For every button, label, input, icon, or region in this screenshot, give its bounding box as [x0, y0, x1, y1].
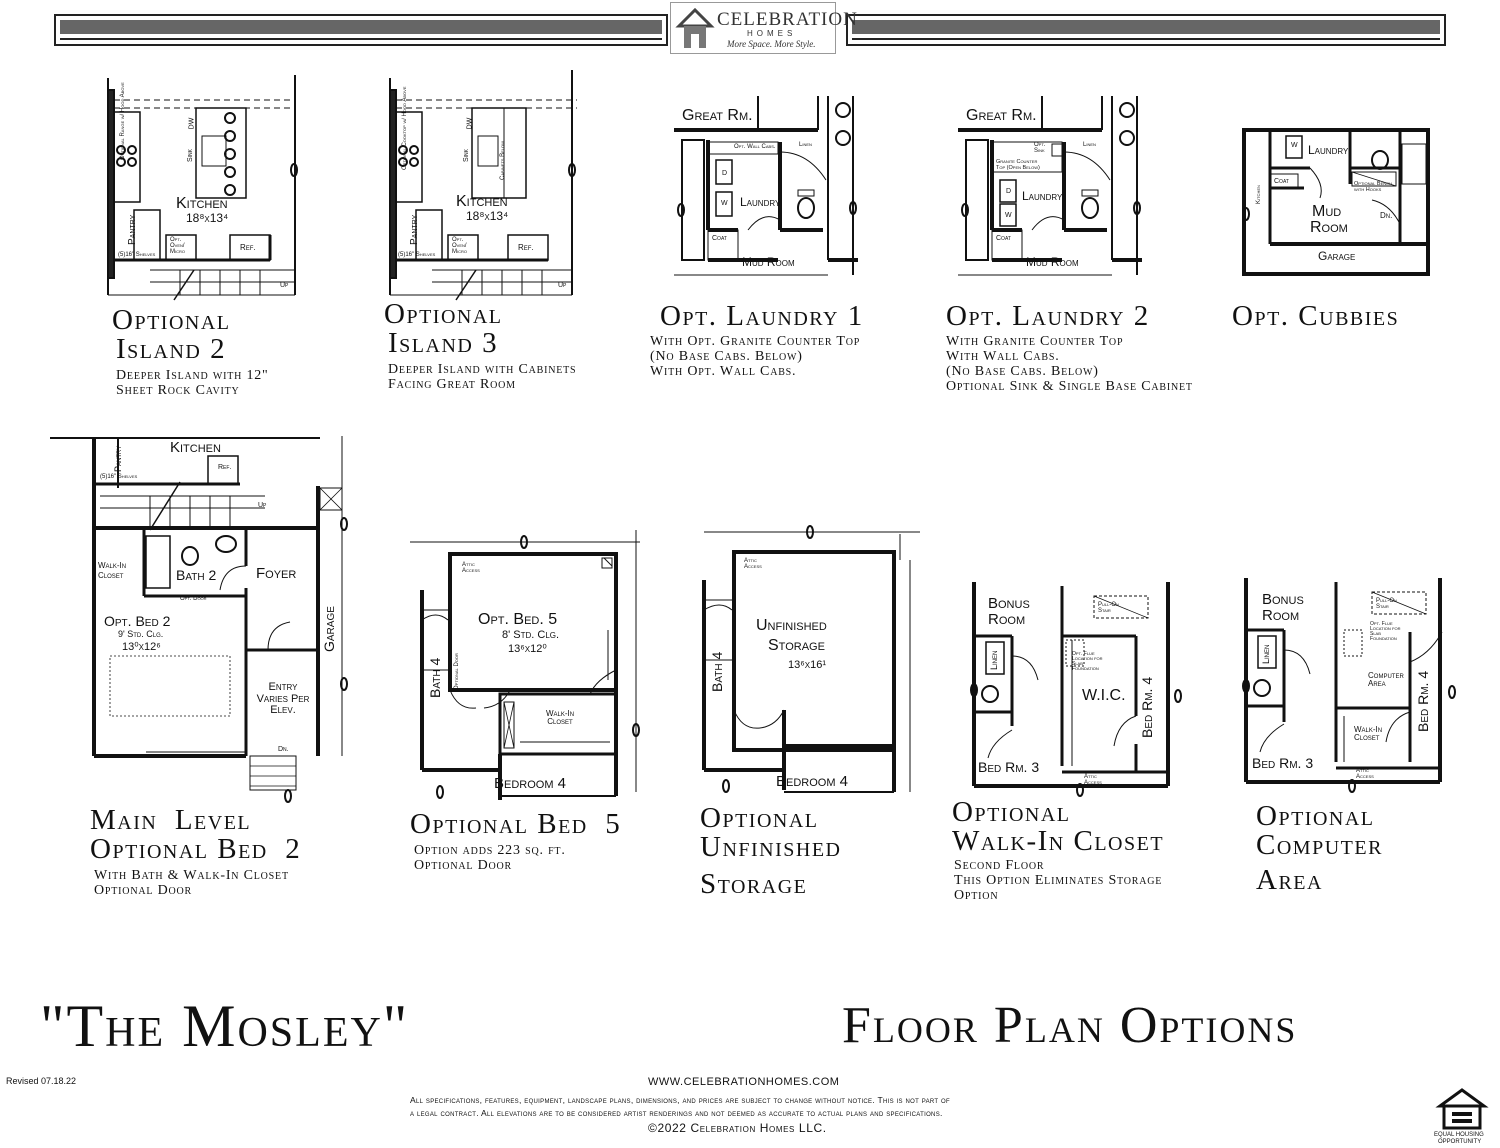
lbl-up: Up: [558, 282, 567, 289]
lbl-clg: 8' Std. Clg.: [502, 629, 560, 641]
disclaimer-line-1: All specifications, features, equipment, landscape plans, dimensions, and prices are subject to change without notice. This is not part of: [410, 1095, 950, 1105]
lbl-walk-in-closet: Walk-In Closet: [545, 709, 575, 726]
lbl-great-room: Great Rm.: [966, 107, 1037, 124]
revised-date: Revised 07.18.22: [6, 1076, 77, 1086]
lbl-bath-2: Bath 2: [176, 567, 217, 583]
lbl-range: Optional Range w/ Hood Above: [120, 82, 126, 160]
page-heading: Floor Plan Options: [842, 997, 1298, 1054]
lbl-room: Room: [1310, 219, 1348, 236]
disclaimer-line-2: a legal contract. All elevations are to be considered artist renderings and not deemed as accurate to actual plans and specifications.: [410, 1108, 943, 1118]
lbl-attic: Attic Access: [744, 558, 762, 570]
lbl-pantry: Pantry: [127, 214, 138, 245]
caption-computer: Optional Computer Area: [1256, 800, 1383, 896]
lbl-up: Up: [258, 502, 267, 509]
lbl-washer: W: [1291, 142, 1298, 149]
lbl-dn: Dn.: [1380, 211, 1393, 220]
lbl-garage: Garage: [321, 606, 337, 652]
lbl-pantry: Pantry: [113, 445, 123, 472]
lbl-bench: Optional Bench with Hooks: [1354, 181, 1392, 193]
lbl-coat: Coat: [712, 235, 727, 242]
lbl-sink: Sink: [463, 148, 471, 163]
lbl-bonus: Bonus: [988, 595, 1030, 612]
equal-housing-logo: [1432, 1086, 1492, 1146]
house-icon: [675, 6, 715, 52]
lbl-room: Room: [988, 611, 1026, 628]
lbl-linen: Linen: [1261, 644, 1271, 664]
lbl-linen: Linen: [799, 142, 812, 148]
caption-bed-5: Optional Bed 5 Option adds 223 sq. ft. Optional Door: [410, 808, 622, 874]
lbl-sink: Sink: [187, 148, 195, 163]
copyright: ©2022 Celebration Homes LLC.: [648, 1121, 827, 1135]
lbl-ref: Ref.: [518, 243, 534, 252]
lbl-dim: 13⁶x12⁰: [508, 643, 547, 655]
lbl-attic: Attic Access: [1356, 768, 1374, 780]
room-dim: 18⁸x13⁴: [466, 209, 509, 223]
caption-island-3: Optional Island 3 Deeper Island with Cabinets Facing Great Room: [384, 298, 577, 393]
lbl-mud-room: Mud Room: [742, 255, 795, 269]
model-name: "The Mosley": [40, 993, 410, 1059]
lbl-coat: Coat: [1274, 178, 1289, 185]
lbl-dryer: D: [722, 170, 728, 177]
lbl-washer: W: [721, 200, 728, 207]
plan-computer: [1240, 572, 1470, 792]
lbl-attic: Attic Access: [1084, 774, 1102, 786]
lbl-kitchen: Kitchen: [170, 439, 221, 456]
lbl-linen: Linen: [989, 650, 999, 670]
lbl-laundry: Laundry: [740, 195, 781, 209]
plan-wic: [968, 576, 1198, 796]
lbl-pantry: Pantry: [409, 214, 420, 245]
header-bar-left: [54, 14, 668, 46]
lbl-dw: DW: [188, 117, 196, 130]
lbl-bedroom-4: Bedroom 4: [776, 773, 849, 790]
lbl-optional-door: Optional Door: [454, 653, 460, 690]
lbl-shelves: (5)16" Shelves: [398, 252, 436, 258]
caption-storage: Optional Unfinished Storage: [700, 802, 842, 900]
lbl-walk-in-closet: Walk-In Closet: [1354, 725, 1383, 742]
lbl-bath-4: Bath 4: [427, 657, 443, 698]
brand-name: CELEBRATION: [717, 9, 858, 30]
lbl-flue: Opt. Flue Location for Slab Foundation: [1370, 621, 1401, 642]
lbl-pull-on-stair: Pull-On Stair: [1098, 602, 1119, 614]
lbl-kitchen: Kitchen: [1256, 185, 1262, 204]
website-link[interactable]: WWW.CELEBRATIONHOMES.COM: [648, 1076, 840, 1088]
lbl-washer: W: [1005, 212, 1012, 219]
eho-line-1: EQUAL HOUSING: [1434, 1132, 1484, 1138]
lbl-granite: Granite Counter Top (Open Below): [996, 159, 1040, 171]
lbl-bed-rm-3: Bed Rm. 3: [1252, 755, 1314, 771]
room-kitchen: Kitchen: [456, 193, 508, 210]
lbl-dw: DW: [466, 117, 474, 130]
plan-cubbies: [1240, 124, 1440, 284]
lbl-range: Optional Cooktop w/ Hood Above: [402, 86, 408, 170]
lbl-foyer: Foyer: [256, 565, 297, 582]
lbl-dim: 13⁰x12⁶: [122, 641, 161, 653]
lbl-opt-door: Opt. Door: [180, 596, 207, 602]
plan-island-3: [372, 70, 592, 300]
lbl-oven: Opt. Oven/ Micro: [170, 237, 185, 255]
lbl-great-room: Great Rm.: [682, 107, 753, 124]
caption-laundry-1: Opt. Laundry 1 With Opt. Granite Counter Top (No Base Cabs. Below) With Opt. Wall Cabs.: [650, 300, 864, 380]
lbl-ref: Ref.: [240, 243, 256, 252]
lbl-attic: Attic Access: [462, 562, 480, 574]
lbl-bedroom-4: Bedroom 4: [494, 775, 567, 792]
lbl-shelves: (5)16" Shelves: [100, 474, 138, 480]
lbl-mud: Mud: [1312, 203, 1342, 220]
caption-island-2: Optional Island 2 Deeper Island with 12" Sheet Rock Cavity: [112, 304, 269, 399]
brand-logo: [670, 2, 858, 54]
lbl-flue: Opt. Flue Location for Slab Foundation: [1072, 651, 1103, 672]
lbl-bed-rm-4: Bed Rm. 4: [1415, 670, 1431, 732]
plan-laundry-1: [668, 90, 868, 290]
lbl-ref: Ref.: [218, 464, 232, 471]
header-bar-right: [846, 14, 1446, 46]
lbl-mud-room: Mud Room: [1026, 255, 1079, 269]
lbl-walk-in-closet: Walk-In Closet: [98, 561, 127, 580]
lbl-dryer: D: [1006, 188, 1012, 195]
caption-bed-2: Main Level Optional Bed 2 With Bath & Walk-In Closet Optional Door: [90, 804, 302, 899]
lbl-opt-sink: Opt. Sink: [1034, 142, 1046, 154]
lbl-computer-area: Computer Area: [1368, 671, 1404, 688]
lbl-pull-on-stair: Pull-On Stair: [1376, 598, 1397, 610]
lbl-entry: Entry Varies Per Elev.: [256, 681, 310, 717]
equal-housing-icon: [1432, 1086, 1492, 1130]
caption-laundry-2: Opt. Laundry 2 With Granite Counter Top With Wall Cabs. (No Base Cabs. Below) Optional Sink & Single Base Cabinet: [946, 300, 1193, 395]
lbl-opt-bed-5: Opt. Bed. 5: [478, 611, 558, 628]
plan-bed-2: [50, 416, 360, 806]
lbl-garage: Garage: [1318, 249, 1356, 263]
plan-island-2: [90, 70, 310, 300]
room-kitchen: Kitchen: [176, 195, 228, 212]
lbl-coat: Coat: [996, 235, 1011, 242]
lbl-clg: 9' Std. Clg.: [118, 629, 164, 639]
lbl-up: Up: [280, 282, 289, 289]
lbl-bonus: Bonus: [1262, 591, 1304, 608]
lbl-laundry: Laundry: [1022, 189, 1063, 203]
plan-laundry-2: [952, 90, 1152, 290]
lbl-wic: W.I.C.: [1082, 687, 1126, 704]
lbl-shelves: (5)16" Shelves: [118, 252, 156, 258]
lbl-oven: Opt. Oven/ Micro: [452, 237, 467, 255]
lbl-dn: Dn.: [278, 746, 289, 753]
caption-cubbies: Opt. Cubbies: [1232, 300, 1400, 332]
brand-tagline: More Space. More Style.: [727, 39, 816, 49]
lbl-dim: 13⁶x16¹: [788, 659, 826, 671]
lbl-bath-4: Bath 4: [709, 651, 725, 692]
lbl-linen: Linen: [1083, 142, 1096, 148]
lbl-storage: Storage: [768, 637, 825, 654]
lbl-room: Room: [1262, 607, 1300, 624]
lbl-bed-rm-3: Bed Rm. 3: [978, 759, 1040, 775]
lbl-laundry: Laundry: [1308, 143, 1349, 157]
plan-bed-5: [410, 530, 650, 800]
eho-line-2: OPPORTUNITY: [1438, 1139, 1482, 1145]
caption-wic: Optional Walk-In Closet Second Floor This Option Eliminates Storage Option: [952, 796, 1165, 904]
brand-sub: HOMES: [747, 29, 797, 38]
plan-bed-2-drawing: [50, 416, 360, 806]
lbl-wall-cabs: Opt. Wall Cabs.: [734, 144, 776, 150]
lbl-cabinets: Cabinets Below: [500, 141, 506, 180]
plan-bed-5-drawing: [410, 530, 650, 800]
plan-storage: [700, 520, 930, 800]
lbl-unfinished: Unfinished: [756, 617, 827, 634]
lbl-bed-rm-4: Bed Rm. 4: [1139, 676, 1155, 738]
room-dim: 18⁸x13⁴: [186, 211, 229, 225]
lbl-opt-bed-2: Opt. Bed 2: [104, 613, 171, 629]
